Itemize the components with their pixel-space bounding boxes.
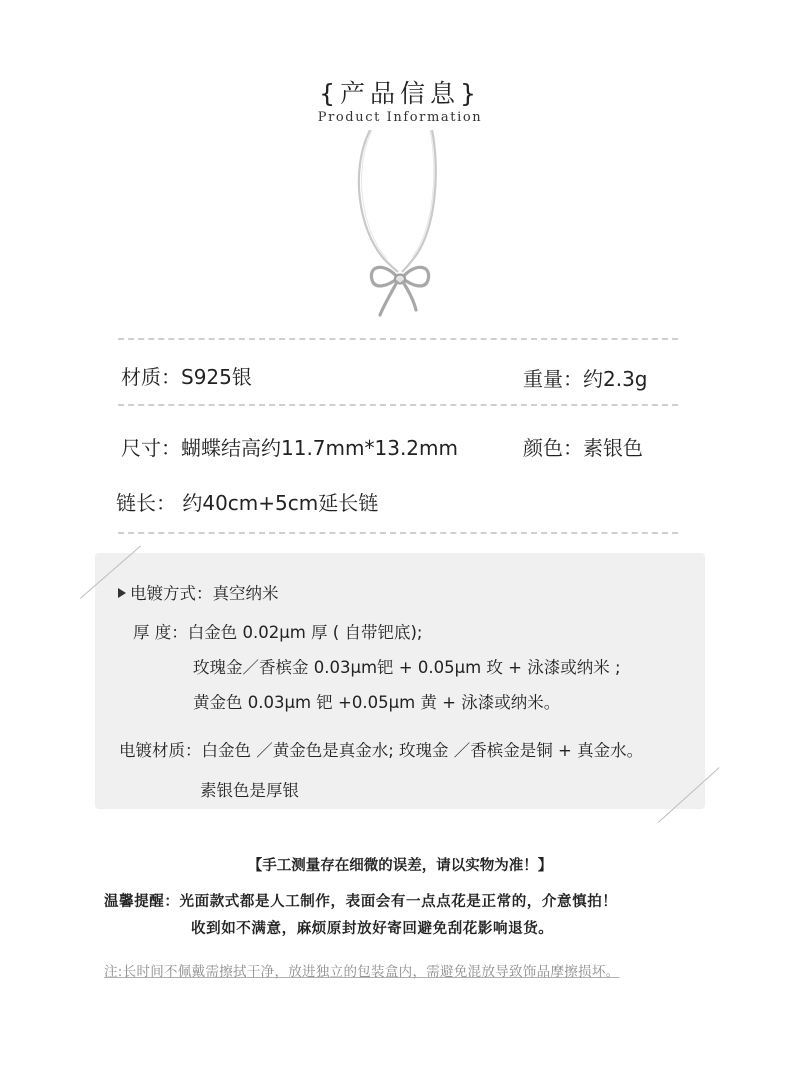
measurement-notice: 【手工测量存在细微的误差，请以实物为准！】 [247, 858, 553, 874]
necklace-bow-image [330, 130, 470, 330]
divider [118, 532, 678, 534]
spec-chain-length: 链长： 约40cm+5cm延长链 [116, 491, 379, 515]
divider [118, 404, 678, 406]
triangle-bullet-icon [118, 588, 126, 598]
spec-material: 材质：S925银 [121, 365, 252, 389]
page-subtitle: Product Information [317, 110, 483, 125]
plating-material-1: 电镀材质：白金色 ／黄金色是真金水; 玫瑰金 ／香槟金是铜 + 真金水。 [119, 741, 644, 760]
plating-method-text: 电镀方式：真空纳米 [130, 584, 279, 603]
page-title: {产品信息} [319, 79, 481, 108]
divider [118, 338, 678, 340]
plating-material-2: 素银色是厚银 [200, 781, 299, 800]
reminder-line-2: 收到如不满意，麻烦原封放好寄回避免刮花影响退货。 [191, 921, 554, 937]
spec-color: 颜色：素银色 [523, 436, 643, 460]
spec-weight: 重量：约2.3g [523, 367, 648, 391]
reminder-line-1: 温馨提醒：光面款式都是人工制作，表面会有一点点花是正常的，介意慎拍！ [104, 894, 618, 910]
spec-size: 尺寸：蝴蝶结高约11.7mm*13.2mm [121, 436, 458, 460]
plating-method [118, 580, 279, 604]
plating-thickness-3: 黄金色 0.03μm 钯 +0.05μm 黄 + 泳漆或纳米。 [193, 693, 561, 712]
plating-thickness-2: 玫瑰金／香槟金 0.03μm钯 + 0.05μm 玫 + 泳漆或纳米 ; [193, 658, 621, 677]
plating-thickness-1: 厚 度：白金色 0.02μm 厚 ( 自带钯底); [133, 623, 423, 642]
care-note: 注:长时间不佩戴需擦拭干净，放进独立的包装盒内，需避免混放导致饰品摩擦损坏。 [104, 964, 620, 980]
